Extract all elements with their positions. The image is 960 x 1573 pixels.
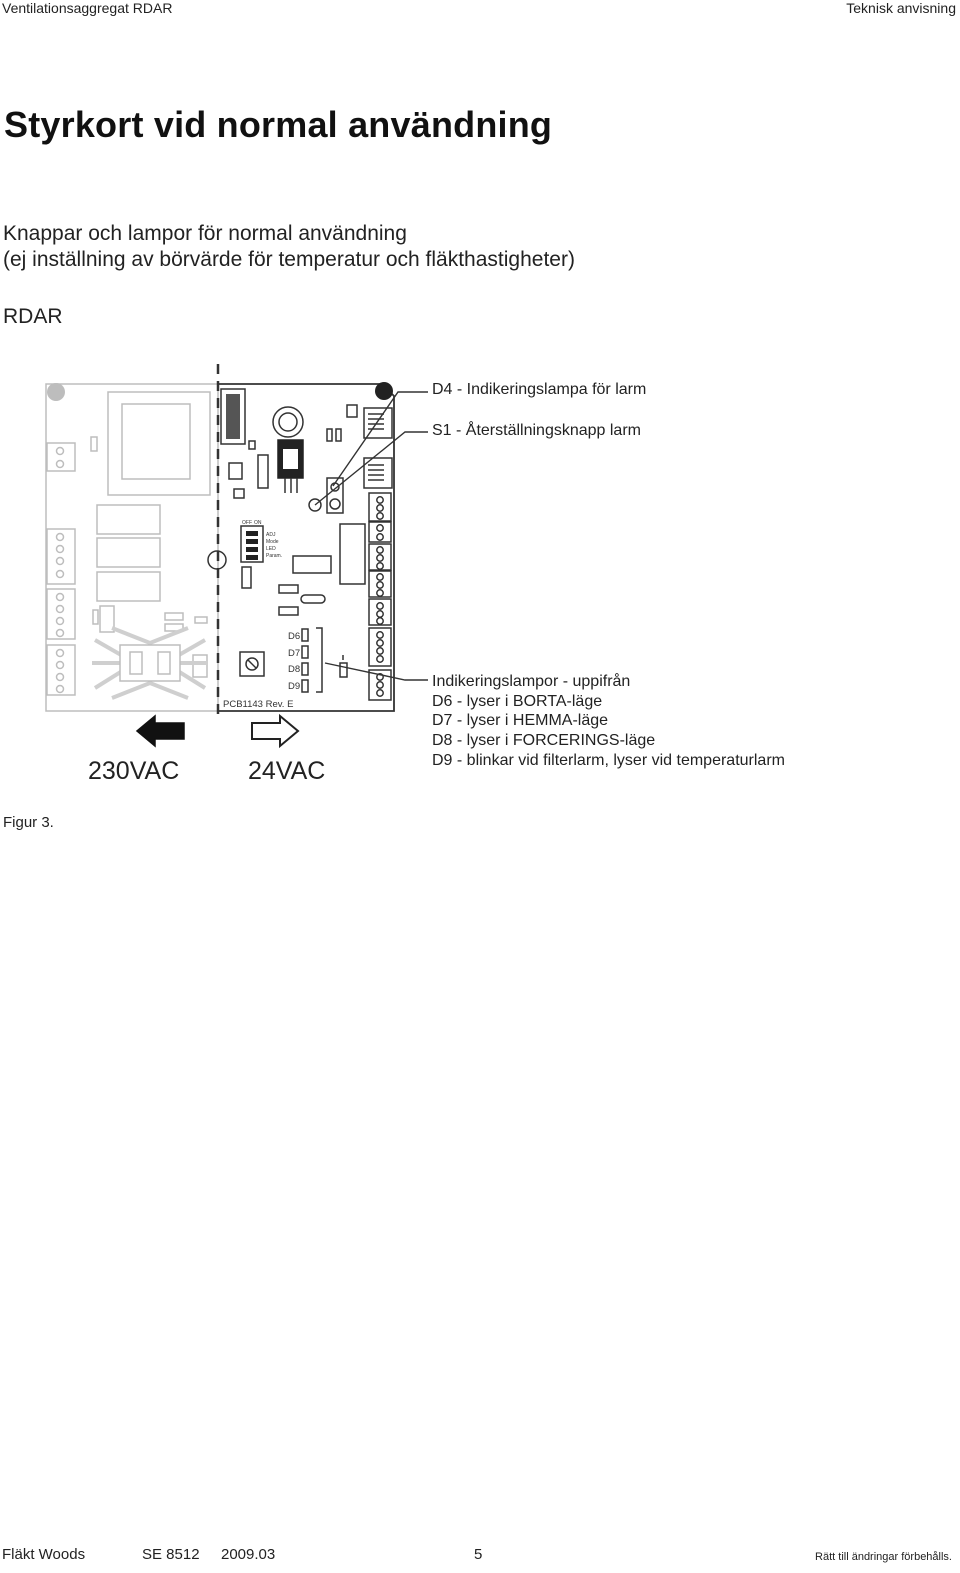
arrow-24vac-icon	[252, 716, 298, 746]
led-d6	[302, 629, 308, 641]
footer-doc-number: SE 8512	[142, 1546, 200, 1563]
led-label-d8: D8	[288, 664, 301, 675]
subtitle-line-1: Knappar och lampor för normal användning	[3, 222, 407, 245]
dip-off-label: OFF	[242, 520, 252, 526]
led-indicator-list	[432, 672, 785, 771]
dip-label-adj: ADJ	[266, 532, 276, 538]
callout-line-s1	[315, 432, 428, 505]
led-list-item: D8 - lyser i FORCERINGS-läge	[432, 732, 656, 750]
led-d8	[302, 663, 308, 675]
footer-company: Fläkt Woods	[2, 1546, 86, 1563]
model-label: RDAR	[3, 305, 63, 328]
footer-rights: Rätt till ändringar förbehålls.	[815, 1551, 952, 1563]
callout-s1: S1 - Återställningsknapp larm	[432, 422, 641, 439]
dip-label-mode: Mode	[266, 539, 279, 545]
dip-label-param: Param.	[266, 553, 283, 559]
led-list-item: D6 - lyser i BORTA-läge	[432, 692, 603, 710]
figure-caption: Figur 3.	[3, 814, 54, 831]
pcb-label: PCB1143 Rev. E	[223, 699, 294, 710]
led-d7	[302, 646, 308, 658]
dip-label-led: LED	[266, 546, 276, 552]
arrow-230vac-icon	[137, 716, 184, 746]
voltage-24vac: 24VAC	[248, 757, 326, 785]
header-right: Teknisk anvisning	[846, 0, 956, 16]
led-list-item: D9 - blinkar vid filterlarm, lyser vid temperaturlarm	[432, 751, 785, 769]
led-label-d9: D9	[288, 681, 301, 692]
led-label-d6: D6	[288, 631, 301, 642]
callout-d4: D4 - Indikeringslampa för larm	[432, 381, 647, 398]
voltage-230vac: 230VAC	[88, 757, 180, 785]
header-left: Ventilationsaggregat RDAR	[2, 0, 173, 16]
footer-date: 2009.03	[221, 1546, 276, 1563]
footer-page-number: 5	[474, 1546, 483, 1563]
led-label-d7: D7	[288, 648, 301, 659]
dip-on-label: ON	[254, 520, 262, 526]
page-title: Styrkort vid normal användning	[4, 104, 553, 145]
led-list-heading: Indikeringslampor - uppifrån	[432, 673, 631, 690]
led-d9	[302, 680, 308, 692]
subtitle-line-2: (ej inställning av börvärde för temperatur och fläkthastigheter)	[3, 248, 575, 271]
led-list-item: D7 - lyser i HEMMA-läge	[432, 712, 609, 730]
